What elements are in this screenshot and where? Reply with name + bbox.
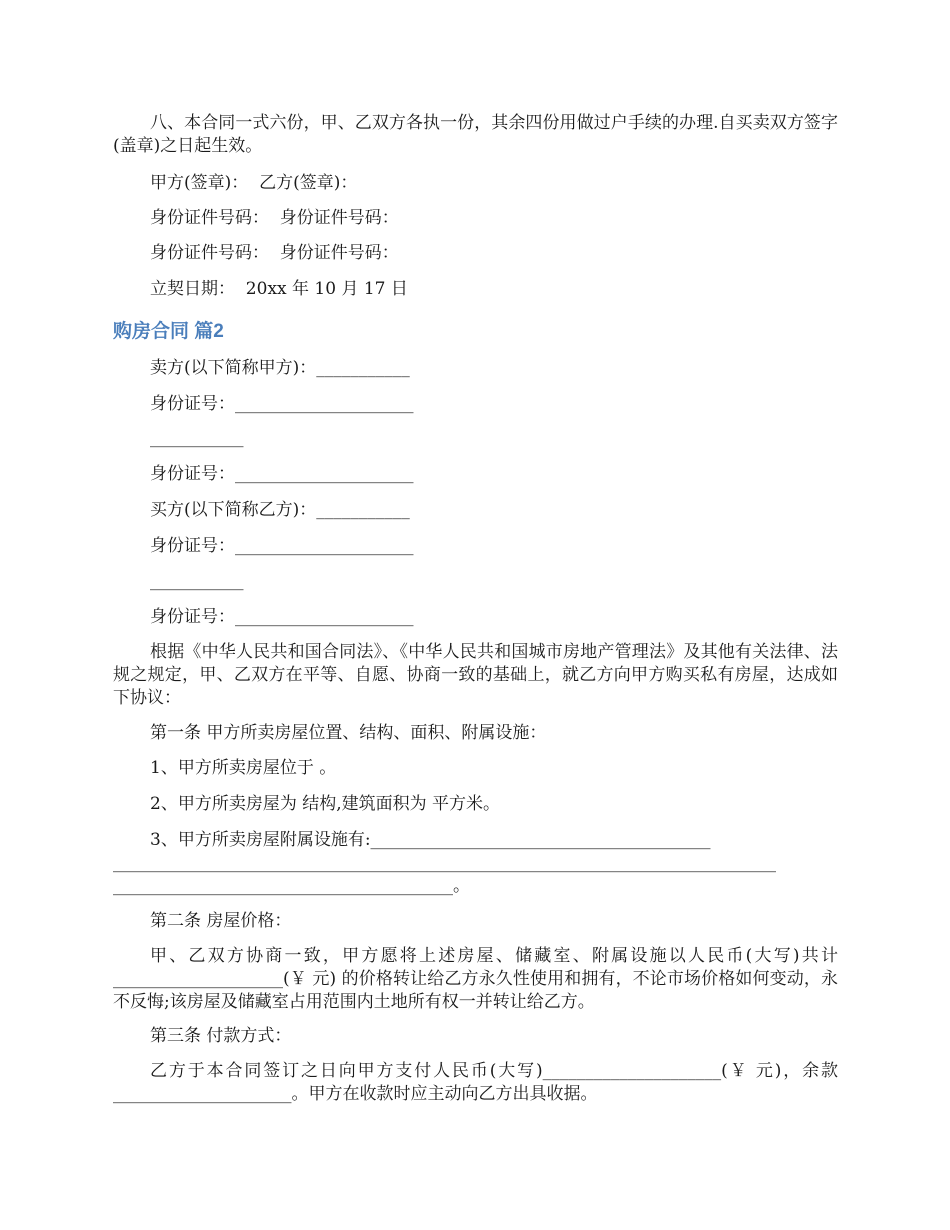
id-number-line: 身份证件号码： 身份证件号码： (150, 243, 399, 263)
seller-line: 卖方(以下简称甲方)：___________ (150, 358, 410, 378)
section-heading: 购房合同 篇2 (113, 321, 224, 342)
contract-date-line: 立契日期： 20xx 年 10 月 17 日 (150, 279, 408, 299)
blank-line: ___________ (150, 571, 244, 591)
basis-paragraph: 根据《中华人民共和国合同法》、《中华人民共和国城市房地产管理法》及其他有关法律、法规之规定，甲、乙双方在平等、自愿、协商一致的基础上，就乙方向甲方购买私有房屋，达成如下协议： (113, 642, 838, 708)
article-three-body: 乙方于本合同签订之日向甲方支付人民币(大写)_____________________(￥ 元)，余款_____________________。甲方在收款时应主动向乙方出具收据。 (113, 1061, 838, 1104)
article-one-item: 2、甲方所卖房屋为 结构,建筑面积为 平方米。 (150, 794, 501, 814)
signature-line: 甲方(签章)： 乙方(签章)： (150, 173, 358, 193)
id-line: 身份证号：_____________________ (150, 536, 414, 556)
clause-eight-paragraph: 八、本合同一式六份，甲、乙双方各执一份，其余四份用做过户手续的办理.自买卖双方签字(盖章)之日起生效。 (113, 113, 838, 156)
article-one-item: 3、甲方所卖房屋附属设施有:________________________________________ (150, 830, 711, 850)
article-one-item: 1、甲方所卖房屋位于 。 (150, 758, 337, 778)
article-one-title: 第一条 甲方所卖房屋位置、结构、面积、附属设施： (150, 723, 547, 743)
article-three-title: 第三条 付款方式： (150, 1026, 292, 1046)
id-line: 身份证号：_____________________ (150, 464, 414, 484)
article-two-body: 甲、乙双方协商一致，甲方愿将上述房屋、储藏室、附属设施以人民币(大写)共计____________________(￥ 元) 的价格转让给乙方永久性使用和拥有，不论市场价格如何变动，永不反悔;该房屋及储藏室占用范围内土地所有权一并转让给乙方。 (113, 946, 838, 1012)
blank-line: ______________________________________________________________________________ (113, 853, 776, 873)
id-line: 身份证号：_____________________ (150, 394, 414, 414)
id-line: 身份证号：_____________________ (150, 607, 414, 627)
buyer-line: 买方(以下简称乙方)：___________ (150, 500, 410, 520)
blank-line: ________________________________________。 (113, 876, 470, 896)
id-number-line: 身份证件号码： 身份证件号码： (150, 208, 399, 228)
blank-line: ___________ (150, 428, 244, 448)
article-two-title: 第二条 房屋价格： (150, 911, 292, 931)
